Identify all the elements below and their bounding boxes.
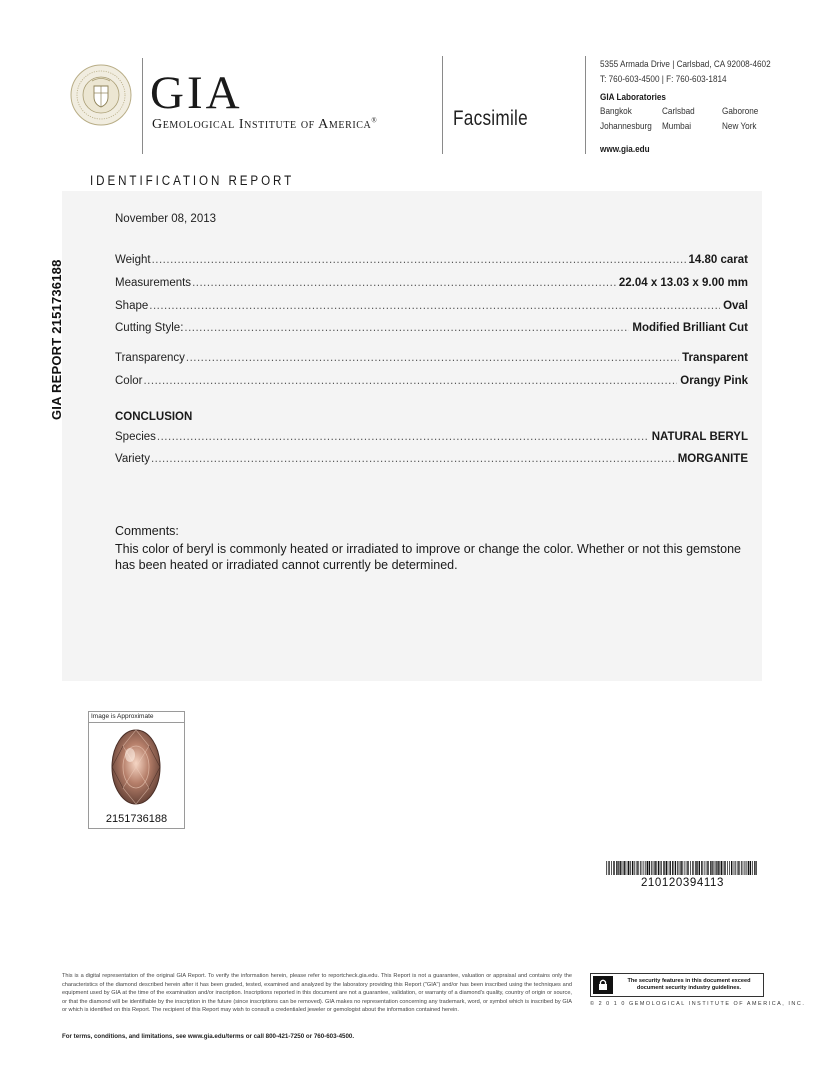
- security-text: The security features in this document exceed document security industry guidelines.: [627, 978, 751, 991]
- field-value: NATURAL BERYL: [651, 431, 748, 443]
- report-title: IDENTIFICATION REPORT: [90, 173, 295, 188]
- fine-print: This is a digital representation of the original GIA Report. To verify the information herein, please refer to reportcheck.gia.edu. This Report is not a guarantee, valuation or appraisal and contains only the characteristics of the diamond described herein after it has been graded, tested, examined and analyzed by the laboratory providing this Report ("GIA") and/or has been inscribed using the techniques and equipment used by GIA at the time of the examination and/or inscription. Inscriptions reported in this document are not a guarantee, validation, or warranty of a diamond's quality, country of origin or source, or that the diamond will be identifiable by the inscription in the future (since inscriptions can be removed). GIA makes no representation concerning any trademark, word, or symbol which is inscribed by GIA or which is identified on this Report. The recipient of this Report may wish to consult a credentialed jeweler or gemologist about the information contained herein.: [62, 973, 572, 1014]
- field-shape: [115, 300, 748, 312]
- field-label: Cutting Style:: [115, 322, 184, 334]
- field-value: Orangy Pink: [680, 375, 748, 387]
- phone-line: T: 760-603-4500 | F: 760-603-1814: [600, 74, 727, 85]
- lab-city: New York: [722, 121, 757, 132]
- field-value: MORGANITE: [677, 453, 748, 465]
- address-line: 5355 Armada Drive | Carlsbad, CA 92008-4602: [600, 59, 771, 70]
- report-date: November 08, 2013: [115, 213, 217, 225]
- header-divider-1: [142, 58, 143, 154]
- oval-gemstone-icon: [110, 728, 162, 806]
- field-label: Measurements: [115, 277, 192, 289]
- gem-image-box: [88, 711, 185, 829]
- barcode-number: 210120394113: [640, 877, 725, 889]
- website-link[interactable]: www.gia.edu: [600, 144, 650, 155]
- image-report-number: 2151736188: [105, 813, 168, 825]
- field-value: Modified Brilliant Cut: [632, 322, 748, 334]
- lock-icon: [593, 976, 613, 994]
- field-value: Oval: [723, 300, 748, 312]
- field-label: Color: [115, 375, 143, 387]
- copyright: © 2 0 1 0 GEMOLOGICAL INSTITUTE OF AMERICA, INC.: [590, 1001, 806, 1007]
- header-divider-2: [442, 56, 443, 154]
- field-label: Transparency: [115, 352, 185, 364]
- image-caption: Image is Approximate: [91, 713, 154, 720]
- field-species: [115, 431, 748, 443]
- lab-city: Carlsbad: [662, 106, 695, 117]
- field-color: [115, 375, 748, 387]
- field-cutting-style: [115, 322, 748, 334]
- header-divider-3: [585, 56, 586, 154]
- field-label: Species: [115, 431, 156, 443]
- field-value: 14.80 carat: [688, 254, 748, 266]
- field-weight: [115, 254, 748, 266]
- conclusion-heading: CONCLUSION: [115, 411, 193, 423]
- field-transparency: [115, 352, 748, 364]
- lab-city: Gaborone: [722, 106, 759, 117]
- field-label: Shape: [115, 300, 149, 312]
- field-value: 22.04 x 13.03 x 9.00 mm: [618, 277, 748, 289]
- lab-city: Bangkok: [600, 106, 632, 117]
- field-variety: [115, 453, 748, 465]
- gia-seal-icon: [70, 64, 132, 126]
- labs-title: GIA Laboratories: [600, 92, 666, 103]
- lab-city: Mumbai: [662, 121, 692, 132]
- terms-line: For terms, conditions, and limitations, see www.gia.edu/terms or call 800-421-7250 or 760-603-4500.: [62, 1033, 355, 1040]
- side-report-number: GIA REPORT 2151736188: [49, 259, 64, 420]
- facsimile-label: Facsimile: [453, 107, 528, 130]
- security-notice: [590, 973, 764, 997]
- institute-name: Gemological Institute of America®: [152, 116, 378, 132]
- comments-text: This color of beryl is commonly heated or irradiated to improve or change the color. Whether or not this gemstone has been heated or irradiated cannot currently be determined.: [115, 542, 741, 572]
- field-measurements: [115, 277, 748, 289]
- field-label: Variety: [115, 453, 150, 465]
- barcode-icon: [606, 861, 759, 875]
- gia-logo-text: GIA: [150, 67, 243, 119]
- field-label: Weight: [115, 254, 151, 266]
- field-value: Transparent: [682, 352, 748, 364]
- comments-heading: Comments:: [115, 524, 179, 538]
- lab-city: Johannesburg: [600, 121, 652, 132]
